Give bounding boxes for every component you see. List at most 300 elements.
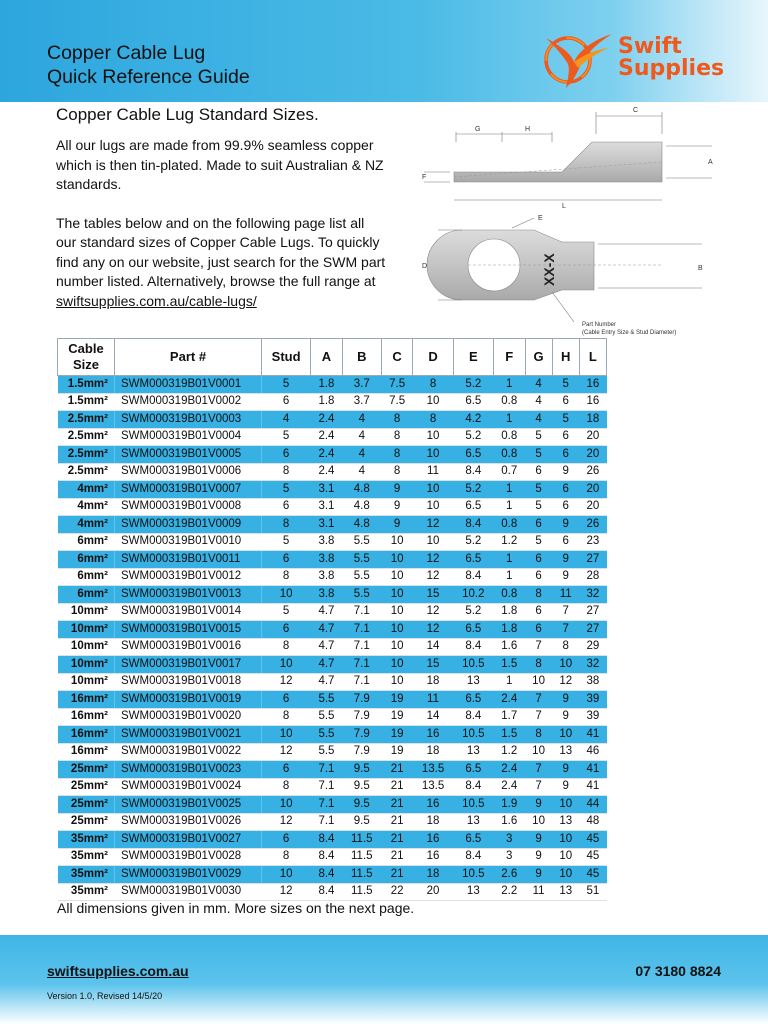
dimension-cell: 10: [552, 796, 579, 814]
footer-version: Version 1.0, Revised 14/5/20: [47, 991, 163, 1001]
dimension-cell: 4.8: [342, 498, 381, 516]
dimension-cell: 10: [413, 533, 453, 551]
dimension-cell: 20: [579, 428, 606, 446]
table-row: [58, 848, 607, 866]
dimension-cell: 5.2: [453, 376, 493, 394]
brand-line-2: Supplies: [618, 56, 725, 81]
dimension-cell: 8.4: [453, 568, 493, 586]
label-d: D: [422, 263, 428, 270]
table-row: [58, 586, 607, 604]
cable-size-cell: 6mm²: [58, 533, 115, 551]
cable-size-cell: 35mm²: [58, 866, 115, 884]
label-h: H: [525, 126, 531, 133]
dimension-cell: 5.5: [342, 533, 381, 551]
dimension-cell: 5: [262, 603, 311, 621]
dimension-cell: 38: [579, 673, 606, 691]
table-row: [58, 568, 607, 586]
dimension-cell: 5.5: [342, 586, 381, 604]
part-number-cell: SWM000319B01V0015: [115, 621, 262, 639]
part-number-cell: SWM000319B01V0017: [115, 656, 262, 674]
table-row: [58, 446, 607, 464]
dimension-cell: 12: [413, 603, 453, 621]
table-header-row: [58, 339, 607, 376]
cable-lug-diagram: [412, 104, 713, 340]
dimension-cell: 8: [262, 638, 311, 656]
dimension-cell: 12: [552, 673, 579, 691]
dimension-cell: 9.5: [342, 778, 381, 796]
dimension-cell: 1.8: [493, 603, 525, 621]
dimension-cell: 48: [579, 813, 606, 831]
cable-size-cell: 2.5mm²: [58, 428, 115, 446]
dimension-cell: 1.5: [493, 726, 525, 744]
dimension-cell: 0.8: [493, 586, 525, 604]
page-footer: [0, 935, 768, 1024]
table-row: [58, 726, 607, 744]
dimension-cell: 3.8: [311, 533, 343, 551]
part-number-cell: SWM000319B01V0012: [115, 568, 262, 586]
dimension-cell: 1.2: [493, 533, 525, 551]
brand-name: [618, 36, 724, 80]
dimension-cell: 4: [525, 376, 552, 394]
dimension-cell: 7: [525, 708, 552, 726]
dimension-cell: 7.1: [342, 603, 381, 621]
dimension-cell: 23: [579, 533, 606, 551]
dimension-cell: 10: [552, 726, 579, 744]
dimension-cell: 10.2: [453, 586, 493, 604]
part-number-cell: SWM000319B01V0006: [115, 463, 262, 481]
dimension-cell: 10.5: [453, 796, 493, 814]
dimension-cell: 10: [381, 533, 413, 551]
part-number-cell: SWM000319B01V0020: [115, 708, 262, 726]
dimension-cell: 32: [579, 656, 606, 674]
dimension-cell: 9: [552, 516, 579, 534]
dimension-cell: 7: [525, 638, 552, 656]
dimension-cell: 26: [579, 516, 606, 534]
table-row: [58, 481, 607, 499]
dimension-cell: 10: [413, 481, 453, 499]
dimension-cell: 18: [413, 813, 453, 831]
column-header: Cable Size: [58, 339, 115, 376]
intro-paragraph-2-text: The tables below and on the following page list all our standard sizes of Copper Cable Lugs. To quickly find any on our website, just search for the SWM part number listed. Alternatively, browse the full range at: [56, 214, 386, 289]
dimension-cell: 9: [525, 848, 552, 866]
dimension-cell: 10: [381, 586, 413, 604]
dimension-cell: 19: [381, 726, 413, 744]
dimension-cell: 11: [413, 463, 453, 481]
part-number-cell: SWM000319B01V0024: [115, 778, 262, 796]
dimension-cell: 8: [413, 376, 453, 394]
dimension-cell: 6: [525, 463, 552, 481]
part-number-cell: SWM000319B01V0008: [115, 498, 262, 516]
dimension-cell: 10: [413, 498, 453, 516]
dimension-cell: 22: [381, 883, 413, 901]
dimension-cell: 8: [381, 446, 413, 464]
table-row: [58, 778, 607, 796]
dimension-cell: 16: [413, 848, 453, 866]
column-header: B: [342, 339, 381, 376]
cable-size-cell: 4mm²: [58, 498, 115, 516]
dimension-cell: 2.4: [311, 463, 343, 481]
dimension-cell: 7: [552, 621, 579, 639]
dimension-cell: 8.4: [311, 866, 343, 884]
dimension-cell: 21: [381, 813, 413, 831]
table-row: [58, 761, 607, 779]
dimension-cell: 8: [262, 848, 311, 866]
dimension-cell: 14: [413, 708, 453, 726]
label-f: F: [422, 174, 427, 181]
dimension-cell: 7.9: [342, 726, 381, 744]
dimension-cell: 11.5: [342, 848, 381, 866]
swift-bird-icon: [538, 26, 618, 90]
dimension-cell: 5: [262, 428, 311, 446]
dimension-cell: 4.2: [453, 411, 493, 429]
dimension-cell: 12: [413, 551, 453, 569]
intro-paragraph-1: All our lugs are made from 99.9% seamless copper which is then tin-plated. Made to suit Australian & NZ standards.: [56, 137, 384, 192]
dimension-cell: 3.1: [311, 498, 343, 516]
dimension-cell: 6: [262, 691, 311, 709]
dimension-cell: 6.5: [453, 761, 493, 779]
dimension-cell: 11: [413, 691, 453, 709]
dimension-cell: 6: [262, 761, 311, 779]
table-row: [58, 866, 607, 884]
dimension-cell: 7: [525, 778, 552, 796]
dimension-cell: 46: [579, 743, 606, 761]
dimension-cell: 8.4: [453, 778, 493, 796]
part-number-cell: SWM000319B01V0010: [115, 533, 262, 551]
cable-size-cell: 25mm²: [58, 778, 115, 796]
dimension-cell: 21: [381, 866, 413, 884]
dimension-cell: 1.5: [493, 656, 525, 674]
dimension-cell: 6: [262, 831, 311, 849]
intro-paragraph-2: [56, 214, 386, 312]
dimension-cell: 3: [493, 848, 525, 866]
dimension-cell: 10: [262, 866, 311, 884]
dimension-cell: 6.5: [453, 446, 493, 464]
label-e: E: [538, 215, 543, 222]
cable-size-cell: 2.5mm²: [58, 446, 115, 464]
dimension-cell: 13: [453, 883, 493, 901]
cable-size-cell: 16mm²: [58, 691, 115, 709]
dimension-cell: 16: [579, 393, 606, 411]
table-row: [58, 638, 607, 656]
dimension-cell: 21: [381, 796, 413, 814]
dimension-cell: 6: [525, 621, 552, 639]
dimension-cell: 3.8: [311, 586, 343, 604]
dimension-cell: 4: [342, 428, 381, 446]
part-number-cell: SWM000319B01V0025: [115, 796, 262, 814]
cable-size-cell: 2.5mm²: [58, 463, 115, 481]
cable-size-cell: 10mm²: [58, 673, 115, 691]
dimension-cell: 8: [525, 726, 552, 744]
dimension-cell: 6: [552, 498, 579, 516]
cable-size-cell: 35mm²: [58, 831, 115, 849]
dimension-cell: 9: [552, 691, 579, 709]
label-l: L: [562, 203, 566, 210]
dimension-cell: 7.1: [342, 638, 381, 656]
dimension-cell: 10: [552, 831, 579, 849]
dimension-cell: 5.5: [342, 551, 381, 569]
table-row: [58, 376, 607, 394]
dimension-cell: 7.1: [311, 778, 343, 796]
column-header: Stud: [262, 339, 311, 376]
dimension-cell: 10: [525, 673, 552, 691]
part-number-cell: SWM000319B01V0019: [115, 691, 262, 709]
dimension-cell: 1.7: [493, 708, 525, 726]
dimension-cell: 6: [525, 568, 552, 586]
dimension-cell: 19: [381, 743, 413, 761]
dimension-cell: 9: [381, 516, 413, 534]
dimension-cell: 4: [342, 446, 381, 464]
dimension-cell: 6.5: [453, 551, 493, 569]
dimension-cell: 18: [579, 411, 606, 429]
dimension-cell: 2.4: [311, 446, 343, 464]
cable-size-cell: 1.5mm²: [58, 376, 115, 394]
cable-size-cell: 25mm²: [58, 796, 115, 814]
dimension-cell: 14: [413, 638, 453, 656]
dimension-cell: 10: [413, 428, 453, 446]
dimension-cell: 9: [552, 568, 579, 586]
cable-size-cell: 25mm²: [58, 761, 115, 779]
dimension-cell: 5: [525, 533, 552, 551]
dimension-cell: 4: [525, 393, 552, 411]
dimension-cell: 10: [262, 726, 311, 744]
dimension-cell: 3.8: [311, 568, 343, 586]
dimension-cell: 6: [262, 621, 311, 639]
dimension-cell: 5: [525, 481, 552, 499]
column-header: E: [453, 339, 493, 376]
cable-size-cell: 4mm²: [58, 481, 115, 499]
dimension-cell: 4: [525, 411, 552, 429]
dimension-cell: 9: [552, 708, 579, 726]
dimension-cell: 8.4: [311, 848, 343, 866]
part-number-cell: SWM000319B01V0013: [115, 586, 262, 604]
dimension-cell: 4.7: [311, 603, 343, 621]
table-row: [58, 796, 607, 814]
dimension-cell: 4.8: [342, 481, 381, 499]
column-header: A: [311, 339, 343, 376]
dimension-cell: 7: [525, 691, 552, 709]
dimension-cell: 8: [552, 638, 579, 656]
dimension-cell: 13: [552, 743, 579, 761]
table-row: [58, 411, 607, 429]
table-row: [58, 393, 607, 411]
label-c: C: [633, 107, 639, 114]
dimension-cell: 4.7: [311, 656, 343, 674]
dimension-cell: 5.5: [311, 743, 343, 761]
dimension-cell: 8: [262, 568, 311, 586]
dimension-cell: 2.4: [311, 411, 343, 429]
dimension-cell: 6.5: [453, 691, 493, 709]
dimension-cell: 16: [413, 726, 453, 744]
dimension-cell: 21: [381, 848, 413, 866]
dimension-cell: 13: [453, 673, 493, 691]
dimension-cell: 6: [552, 393, 579, 411]
dimension-cell: 1.2: [493, 743, 525, 761]
intro-text: [56, 136, 386, 330]
dimension-cell: 6.5: [453, 498, 493, 516]
label-a: A: [708, 159, 713, 166]
dimension-cell: 10.5: [453, 866, 493, 884]
dimension-cell: 15: [413, 656, 453, 674]
dimension-cell: 8.4: [453, 848, 493, 866]
table-row: [58, 831, 607, 849]
table-row: [58, 603, 607, 621]
dimension-cell: 5.5: [311, 726, 343, 744]
label-b: B: [698, 265, 703, 272]
dimension-cell: 1.8: [311, 376, 343, 394]
dimension-cell: 27: [579, 603, 606, 621]
dimension-cell: 6.5: [453, 831, 493, 849]
dimension-cell: 8: [262, 708, 311, 726]
dimension-cell: 9: [552, 761, 579, 779]
dimension-cell: 9: [381, 481, 413, 499]
table-row: [58, 883, 607, 901]
dimension-cell: 15: [413, 586, 453, 604]
dimension-cell: 3.1: [311, 481, 343, 499]
dimension-cell: 32: [579, 586, 606, 604]
dimension-cell: 1: [493, 411, 525, 429]
dimension-cell: 19: [381, 691, 413, 709]
dimension-cell: 8: [262, 778, 311, 796]
table-row: [58, 533, 607, 551]
dimension-cell: 0.8: [493, 428, 525, 446]
part-number-cell: SWM000319B01V0014: [115, 603, 262, 621]
dimension-cell: 6: [552, 481, 579, 499]
dimension-cell: 11.5: [342, 831, 381, 849]
dimension-cell: 2.6: [493, 866, 525, 884]
dimension-cell: 5: [262, 481, 311, 499]
dimension-cell: 21: [381, 831, 413, 849]
dimension-cell: 18: [413, 743, 453, 761]
dimension-cell: 10.5: [453, 726, 493, 744]
dimension-cell: 5.5: [311, 708, 343, 726]
dimension-cell: 10: [525, 813, 552, 831]
dimension-cell: 9: [552, 551, 579, 569]
dimension-cell: 3.7: [342, 376, 381, 394]
dimension-cell: 10: [525, 743, 552, 761]
dimension-cell: 10: [552, 656, 579, 674]
dimension-cell: 8.4: [453, 708, 493, 726]
part-number-cell: SWM000319B01V0003: [115, 411, 262, 429]
cable-size-cell: 6mm²: [58, 568, 115, 586]
dimension-cell: 41: [579, 761, 606, 779]
column-header: L: [579, 339, 606, 376]
dimension-cell: 16: [413, 796, 453, 814]
part-number-cell: SWM000319B01V0022: [115, 743, 262, 761]
dimension-cell: 51: [579, 883, 606, 901]
dimension-cell: 7.5: [381, 376, 413, 394]
dimension-cell: 3.8: [311, 551, 343, 569]
part-number-cell: SWM000319B01V0011: [115, 551, 262, 569]
dimension-cell: 7.1: [342, 673, 381, 691]
dimension-cell: 45: [579, 848, 606, 866]
part-number-cell: SWM000319B01V0002: [115, 393, 262, 411]
dimension-cell: 6: [552, 428, 579, 446]
dimension-cell: 27: [579, 621, 606, 639]
footer-phone: 07 3180 8824: [635, 963, 721, 979]
dimension-cell: 10: [413, 446, 453, 464]
dimension-cell: 8: [381, 411, 413, 429]
dimension-cell: 5.2: [453, 533, 493, 551]
dimension-cell: 7.1: [311, 761, 343, 779]
lug-sizes-table: [57, 338, 607, 901]
dimension-cell: 6: [525, 516, 552, 534]
dimension-cell: 1: [493, 481, 525, 499]
footer-website-link[interactable]: swiftsupplies.com.au: [47, 963, 189, 979]
cable-size-cell: 16mm²: [58, 708, 115, 726]
part-number-cell: SWM000319B01V0005: [115, 446, 262, 464]
dimension-cell: 10: [262, 586, 311, 604]
cable-size-cell: 1.5mm²: [58, 393, 115, 411]
dimension-cell: 8: [262, 516, 311, 534]
table-row: [58, 498, 607, 516]
cable-lugs-link[interactable]: swiftsupplies.com.au/cable-lugs/: [56, 292, 257, 309]
dimension-cell: 10: [413, 393, 453, 411]
dimension-cell: 2.2: [493, 883, 525, 901]
dimension-cell: 2.4: [493, 691, 525, 709]
dimension-cell: 5.5: [311, 691, 343, 709]
dimension-cell: 13: [453, 813, 493, 831]
dimension-cell: 7.1: [342, 621, 381, 639]
dimension-cell: 5: [525, 446, 552, 464]
column-header: D: [413, 339, 453, 376]
dimension-cell: 6.5: [453, 393, 493, 411]
dimension-cell: 8.4: [453, 516, 493, 534]
dimension-cell: 9: [525, 831, 552, 849]
table-row: [58, 656, 607, 674]
dimension-cell: 20: [413, 883, 453, 901]
page-header: [0, 0, 768, 102]
dimension-cell: 45: [579, 866, 606, 884]
dimension-cell: 1: [493, 376, 525, 394]
brand-line-1: Swift: [618, 34, 682, 59]
dimension-cell: 11: [525, 883, 552, 901]
part-number-cell: SWM000319B01V0026: [115, 813, 262, 831]
dimension-cell: 13.5: [413, 778, 453, 796]
dimension-cell: 10: [381, 673, 413, 691]
dimension-cell: 9: [552, 778, 579, 796]
dimension-cell: 1: [493, 673, 525, 691]
dimension-cell: 5: [552, 411, 579, 429]
dimension-cell: 6: [552, 446, 579, 464]
dimension-cell: 10: [381, 568, 413, 586]
dimension-cell: 11: [552, 586, 579, 604]
dimension-cell: 8.4: [311, 883, 343, 901]
table-row: [58, 621, 607, 639]
dimension-cell: 7: [525, 761, 552, 779]
dimension-cell: 18: [413, 866, 453, 884]
part-number-note: Part Number: [582, 322, 617, 328]
dimension-cell: 12: [262, 673, 311, 691]
dimension-cell: 16: [579, 376, 606, 394]
cable-size-cell: 16mm²: [58, 743, 115, 761]
cable-size-cell: 35mm²: [58, 848, 115, 866]
lug-stamp: XX-X: [541, 253, 557, 286]
dimension-cell: 7.1: [342, 656, 381, 674]
part-number-cell: SWM000319B01V0030: [115, 883, 262, 901]
dimension-cell: 8: [262, 463, 311, 481]
dimension-cell: 12: [262, 883, 311, 901]
dimension-cell: 9: [552, 463, 579, 481]
column-header: F: [493, 339, 525, 376]
part-number-cell: SWM000319B01V0018: [115, 673, 262, 691]
dimension-cell: 7.1: [311, 813, 343, 831]
title-line-2: Quick Reference Guide: [47, 66, 250, 88]
cable-size-cell: 25mm²: [58, 813, 115, 831]
cable-size-cell: 16mm²: [58, 726, 115, 744]
dimension-cell: 8: [525, 586, 552, 604]
dimension-cell: 7.1: [311, 796, 343, 814]
document-title: [47, 41, 250, 89]
